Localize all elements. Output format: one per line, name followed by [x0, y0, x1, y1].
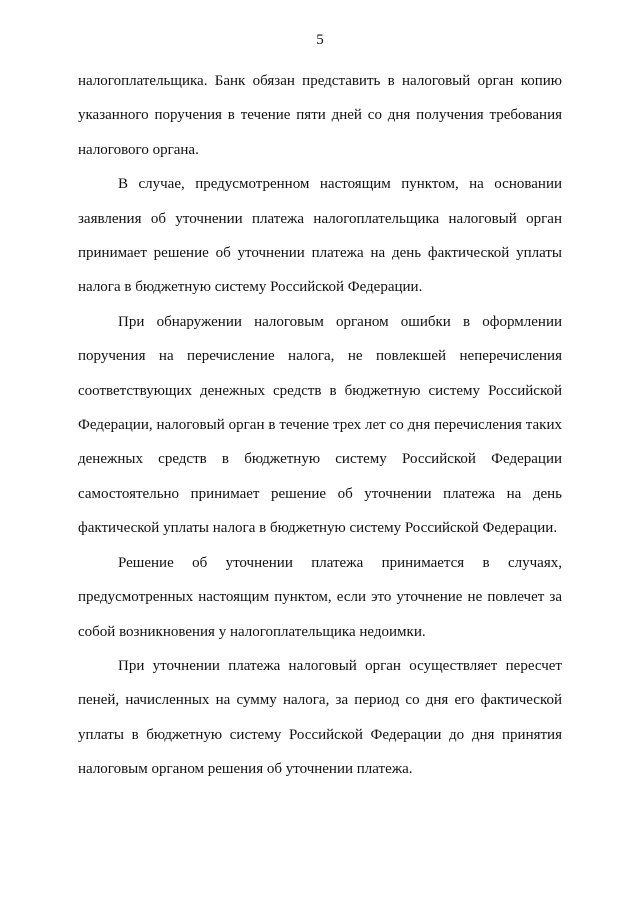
paragraph-4: Решение об уточнении платежа принимается в случаях, предусмотренных настоящим пунктом, если это уточнение не повлечет за собой возникновения у налогоплательщика недоимки.	[78, 554, 562, 640]
paragraph-1: налогоплательщика. Банк обязан представить в налоговый орган копию указанного поручения в течение пяти дней со дня получения требования налогового органа.	[78, 73, 562, 158]
document-body	[78, 64, 562, 787]
paragraph-5: При уточнении платежа налоговый орган осуществляет пересчет пеней, начисленных на сумму налога, за период со дня его фактической уплаты в бюджетную систему Российской Федерации до дня принятия налоговым органом решения об уточнении платежа.	[78, 657, 562, 778]
paragraph-2: В случае, предусмотренном настоящим пунктом, на основании заявления об уточнении платежа налогоплательщика налоговый орган принимает решение об уточнении платежа на день фактической уплаты налога в бюджетную систему Российской Федерации.	[78, 176, 562, 296]
paragraph-3: При обнаружении налоговым органом ошибки в оформлении поручения на перечисление налога, не повлекшей неперечисления соответствующих денежных средств в бюджетную систему Российской Федерации, налоговый орган в течение трех лет со дня перечисления таких денежных средств в бюджетную систему Российской Федерации самостоятельно принимает решение об уточнении платежа на день фактической уплаты налога в бюджетную систему Российской Федерации.	[78, 313, 562, 537]
page-number: 5	[316, 32, 324, 48]
